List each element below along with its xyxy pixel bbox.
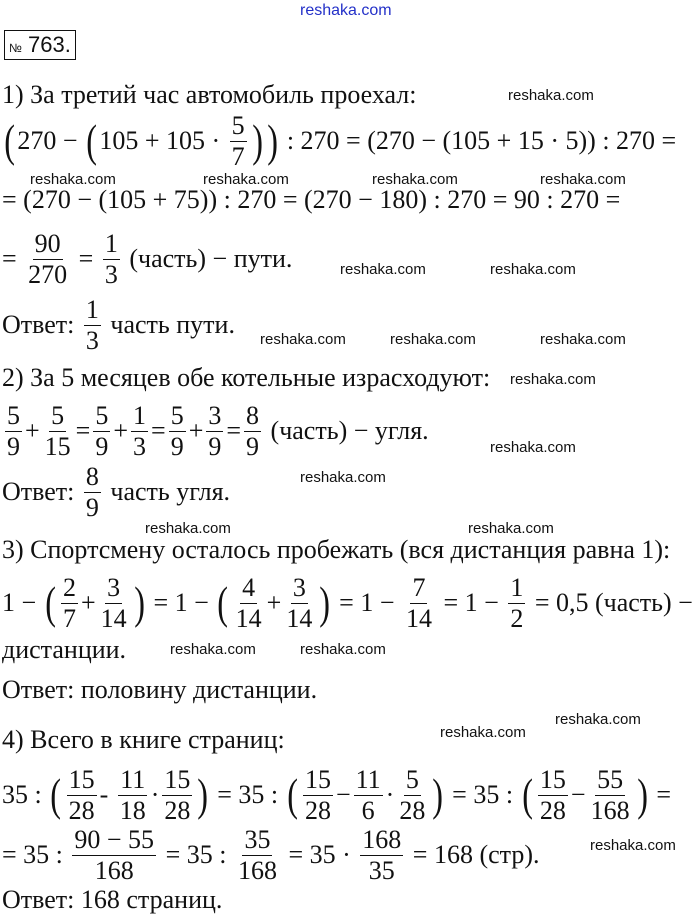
solution-line — [2, 870, 222, 914]
fraction — [169, 400, 186, 461]
fraction — [284, 572, 314, 633]
text-segment: (часть) − пути. — [122, 244, 293, 273]
denominator: 7 — [63, 603, 76, 633]
text-segment: = 35 · — [281, 840, 358, 869]
fraction — [360, 824, 403, 885]
text-segment: = — [2, 244, 24, 273]
watermark: reshaka.com — [490, 439, 576, 456]
denominator: 14 — [405, 603, 432, 633]
numerator: 55 — [597, 764, 624, 794]
text-segment: 270 − — [17, 126, 84, 155]
text-segment: 3) Спортсмену осталось пробежать (вся дистанция равна 1): — [2, 535, 671, 564]
denominator: 9 — [208, 431, 222, 461]
text-segment: Ответ: — [2, 310, 81, 339]
denominator: 2 — [510, 603, 524, 633]
watermark: reshaka.com — [390, 331, 476, 348]
parenthesis: ( — [44, 577, 56, 628]
denominator: 28 — [164, 795, 191, 825]
text-segment: = 1 − — [332, 588, 401, 617]
text-segment: + — [25, 416, 40, 445]
watermark: reshaka.com — [340, 261, 426, 278]
numerator: 15 — [164, 764, 191, 794]
solution-line — [2, 348, 490, 408]
fraction — [508, 572, 525, 633]
numerator: 11 — [355, 764, 381, 794]
parenthesis: ( — [4, 115, 16, 166]
numerator: 2 — [63, 572, 76, 602]
numerator: 8 — [85, 461, 99, 491]
fraction — [84, 461, 101, 522]
solution-line — [2, 710, 285, 770]
parenthesis: ( — [286, 769, 298, 820]
text-segment: 35 : — [2, 780, 49, 809]
fraction — [354, 764, 383, 825]
fraction — [234, 572, 264, 633]
numerator: 3 — [107, 572, 121, 602]
denominator: 28 — [539, 795, 566, 825]
denominator: 3 — [85, 325, 99, 355]
fraction — [43, 400, 73, 461]
fraction — [93, 400, 110, 461]
fraction — [162, 764, 192, 825]
solution-line — [2, 401, 429, 461]
watermark: reshaka.com — [540, 331, 626, 348]
watermark: reshaka.com — [540, 171, 626, 188]
parenthesis: ) — [267, 115, 279, 166]
text-segment: = — [226, 416, 242, 445]
watermark: reshaka.com — [468, 520, 554, 537]
numerator: 5 — [170, 400, 184, 430]
watermark: reshaka.com — [300, 469, 386, 486]
fraction — [538, 764, 568, 825]
text-segment: = 35 : — [210, 780, 285, 809]
text-segment: 105 + 105 · — [99, 126, 227, 155]
numerator: 7 — [412, 572, 426, 602]
solution-line — [2, 229, 292, 289]
numerator: 5 — [51, 400, 65, 430]
text-segment: 2) За 5 месяцев обе котельные израсходуют: — [2, 363, 491, 392]
numerator: 1 — [85, 294, 99, 324]
denominator: 9 — [246, 431, 260, 461]
text-segment: Ответ: половину дистанции. — [2, 675, 318, 704]
numerator: 15 — [539, 764, 566, 794]
numerator: 1 — [133, 400, 147, 430]
numerator: 3 — [208, 400, 222, 430]
denominator: 7 — [231, 141, 245, 171]
numerator: 1 — [104, 228, 118, 258]
solution-line — [2, 111, 676, 171]
watermark: reshaka.com — [300, 641, 386, 658]
text-segment: : 270 = (270 − (105 + 15 · 5)) : 270 = — [280, 126, 677, 155]
parenthesis: ) — [251, 115, 263, 166]
denominator: 14 — [286, 603, 313, 633]
solution-line — [2, 295, 235, 355]
numerator: 35 — [244, 824, 271, 854]
numerator: 1 — [510, 572, 524, 602]
denominator: 14 — [235, 603, 262, 633]
watermark: reshaka.com — [260, 331, 346, 348]
text-segment: = 1 − — [436, 588, 506, 617]
text-segment: + — [188, 416, 204, 445]
text-segment: = 1 − — [147, 588, 216, 617]
fraction — [206, 400, 223, 461]
numerator: 5 — [231, 110, 245, 140]
denominator: 168 — [590, 795, 630, 825]
fraction — [67, 764, 97, 825]
watermark: reshaka.com — [555, 711, 641, 728]
denominator: 18 — [119, 795, 146, 825]
text-segment: = — [649, 780, 672, 809]
denominator: 28 — [304, 795, 331, 825]
watermark: reshaka.com — [508, 87, 594, 104]
numerator: 5 — [7, 400, 20, 430]
numerator: 15 — [68, 764, 95, 794]
denominator: 168 — [237, 855, 277, 885]
fraction — [244, 400, 261, 461]
watermark: reshaka.com — [30, 171, 116, 188]
text-segment: (часть) − угля. — [264, 416, 429, 445]
text-segment: = 0,5 (часть) − — [528, 588, 693, 617]
text-segment: = 168 (стр). — [406, 840, 540, 869]
text-segment: + — [266, 588, 282, 617]
fraction — [397, 764, 427, 825]
denominator: 9 — [85, 492, 99, 522]
denominator: 28 — [68, 795, 95, 825]
fraction — [236, 824, 279, 885]
numerator: 11 — [120, 764, 146, 794]
text-segment: Ответ: — [2, 477, 81, 506]
parenthesis: ( — [521, 769, 533, 820]
parenthesis: ) — [432, 769, 444, 820]
watermark: reshaka.com — [510, 371, 596, 388]
text-segment: + — [81, 588, 96, 617]
numerator: 90 — [34, 228, 61, 258]
fraction — [303, 764, 333, 825]
watermark: reshaka.com — [170, 641, 256, 658]
text-segment: часть угля. — [103, 477, 231, 506]
numerator: 15 — [304, 764, 331, 794]
text-segment: + — [113, 416, 129, 445]
text-segment: 1) За третий час автомобиль проехал: — [2, 80, 417, 109]
numerator: 168 — [362, 824, 402, 854]
parenthesis: ( — [50, 769, 62, 820]
numerator: 5 — [405, 764, 419, 794]
text-segment: 1 − — [2, 588, 43, 617]
text-segment: часть пути. — [103, 310, 235, 339]
text-segment: = 35 : — [159, 840, 233, 869]
text-segment: = — [72, 244, 100, 273]
task-number-box — [4, 30, 76, 60]
parenthesis: ) — [197, 769, 209, 820]
text-segment: = (270 − (105 + 75)) : 270 = (270 − 180) : 270 = 90 : 270 = — [2, 185, 621, 214]
parenthesis: ( — [217, 577, 229, 628]
numerator: 90 − 55 — [74, 824, 155, 854]
denominator: 270 — [28, 259, 68, 289]
denominator: 15 — [44, 431, 71, 461]
fraction — [118, 764, 148, 825]
number-sign: № — [9, 41, 22, 55]
watermark: reshaka.com — [145, 520, 231, 537]
fraction — [26, 228, 69, 289]
parenthesis: ) — [133, 577, 145, 628]
denominator: 14 — [100, 603, 127, 633]
parenthesis: ) — [319, 577, 331, 628]
task-number: 763. — [28, 32, 71, 57]
text-segment: дистанции. — [2, 635, 127, 664]
parenthesis: ) — [636, 769, 648, 820]
solution-line — [2, 765, 671, 825]
denominator: 3 — [133, 431, 147, 461]
text-segment: · — [150, 780, 160, 809]
watermark: reshaka.com — [490, 261, 576, 278]
denominator: 3 — [104, 259, 118, 289]
solution-line — [2, 462, 230, 522]
numerator: 8 — [246, 400, 260, 430]
watermark: reshaka.com — [590, 837, 676, 854]
denominator: 35 — [368, 855, 395, 885]
text-segment: - — [99, 780, 115, 809]
denominator: 28 — [399, 795, 426, 825]
denominator: 6 — [361, 795, 375, 825]
text-segment: · — [385, 780, 395, 809]
text-segment: = 35 : — [445, 780, 520, 809]
text-segment: = — [75, 416, 91, 445]
text-segment: − — [570, 780, 586, 809]
text-segment: 4) Всего в книге страниц: — [2, 725, 285, 754]
fraction — [404, 572, 434, 633]
denominator: 9 — [170, 431, 184, 461]
site-logo[interactable]: reshaka.com — [300, 2, 392, 19]
denominator: 9 — [7, 431, 20, 461]
numerator: 3 — [292, 572, 306, 602]
fraction — [103, 228, 120, 289]
parenthesis: ( — [86, 115, 98, 166]
watermark: reshaka.com — [372, 171, 458, 188]
text-segment: = — [151, 416, 166, 445]
solution-line — [2, 520, 670, 580]
fraction — [131, 400, 148, 461]
denominator: 168 — [94, 855, 134, 885]
fraction — [589, 764, 632, 825]
fraction — [230, 110, 247, 171]
text-segment: − — [335, 780, 351, 809]
watermark: reshaka.com — [440, 724, 526, 741]
text-segment: = 35 : — [2, 840, 70, 869]
numerator: 4 — [242, 572, 256, 602]
denominator: 9 — [95, 431, 109, 461]
numerator: 5 — [95, 400, 109, 430]
watermark: reshaka.com — [203, 171, 289, 188]
text-segment: Ответ: 168 страниц. — [2, 885, 223, 914]
fraction — [84, 294, 101, 355]
fraction — [5, 400, 22, 461]
